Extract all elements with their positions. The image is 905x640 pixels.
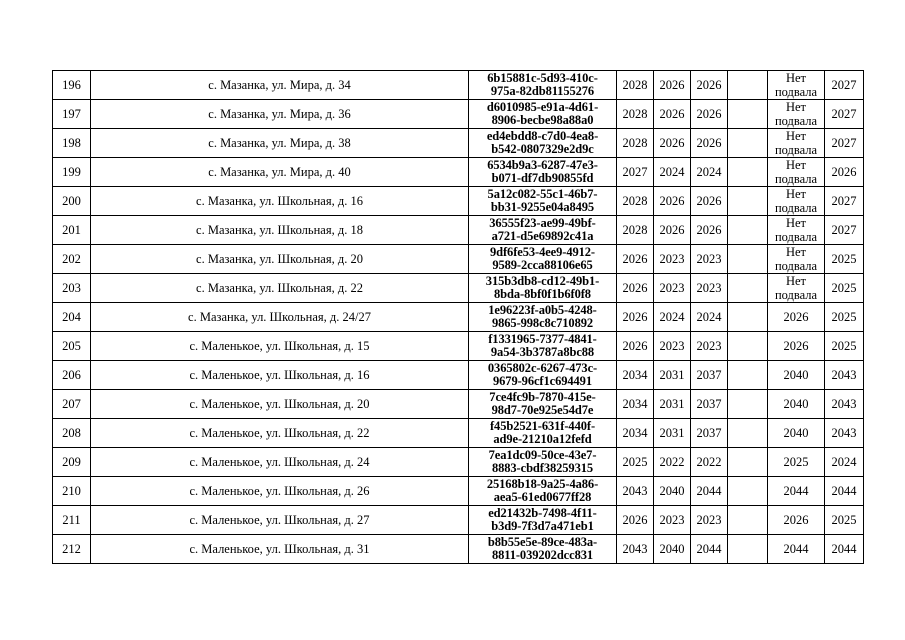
guid-line-1: 1e96223f-a0b5-4248- <box>488 303 597 317</box>
guid-cell <box>469 274 617 303</box>
guid-line-2: bb31-9255e04a8495 <box>490 200 595 214</box>
row-number-cell: 196 <box>53 71 91 100</box>
year-cell-3: 2044 <box>691 535 728 564</box>
year-cell-6: 2044 <box>825 535 864 564</box>
year-cell-3: 2037 <box>691 419 728 448</box>
row-number-cell: 210 <box>53 477 91 506</box>
row-number-cell: 207 <box>53 390 91 419</box>
row-number-cell: 200 <box>53 187 91 216</box>
guid-line-2: a721-d5e69892c41a <box>491 229 594 243</box>
address-cell: с. Мазанка, ул. Школьная, д. 22 <box>91 274 469 303</box>
year-cell-1: 2028 <box>617 216 654 245</box>
basement-year-cell: Нет подвала <box>768 245 825 274</box>
row-number-cell: 201 <box>53 216 91 245</box>
year-cell-6: 2043 <box>825 361 864 390</box>
address-cell: с. Маленькое, ул. Школьная, д. 24 <box>91 448 469 477</box>
basement-year-cell: 2040 <box>768 361 825 390</box>
table-row <box>53 129 864 158</box>
row-number-cell: 211 <box>53 506 91 535</box>
guid-line-2: 8bda-8bf0f1b6f0f8 <box>494 287 591 301</box>
year-cell-4 <box>728 216 768 245</box>
year-cell-2: 2040 <box>654 535 691 564</box>
year-cell-2: 2023 <box>654 245 691 274</box>
basement-year-cell: Нет подвала <box>768 274 825 303</box>
basement-year-cell: 2026 <box>768 506 825 535</box>
guid-line-2: 975a-82db81155276 <box>490 84 595 98</box>
guid-line-1: ed4ebdd8-c7d0-4ea8- <box>486 129 599 143</box>
guid-line-1: 315b3db8-cd12-49b1- <box>485 274 600 288</box>
year-cell-4 <box>728 506 768 535</box>
year-cell-3: 2026 <box>691 216 728 245</box>
year-cell-4 <box>728 187 768 216</box>
guid-line-2: b542-0807329e2d9c <box>491 142 594 156</box>
year-cell-1: 2043 <box>617 477 654 506</box>
year-cell-4 <box>728 71 768 100</box>
year-cell-6: 2025 <box>825 274 864 303</box>
year-cell-4 <box>728 419 768 448</box>
year-cell-1: 2028 <box>617 187 654 216</box>
year-cell-2: 2040 <box>654 477 691 506</box>
year-cell-1: 2043 <box>617 535 654 564</box>
year-cell-2: 2023 <box>654 274 691 303</box>
guid-line-2: 98d7-70e925e54d7e <box>491 403 594 417</box>
year-cell-3: 2023 <box>691 245 728 274</box>
guid-line-2: 9865-998c8c710892 <box>491 316 594 330</box>
address-cell: с. Мазанка, ул. Школьная, д. 16 <box>91 187 469 216</box>
address-cell: с. Мазанка, ул. Мира, д. 38 <box>91 129 469 158</box>
guid-line-1: 9df6fe53-4ee9-4912- <box>489 245 595 259</box>
address-cell: с. Маленькое, ул. Школьная, д. 15 <box>91 332 469 361</box>
row-number-cell: 212 <box>53 535 91 564</box>
year-cell-3: 2023 <box>691 332 728 361</box>
year-cell-3: 2037 <box>691 361 728 390</box>
address-cell: с. Маленькое, ул. Школьная, д. 31 <box>91 535 469 564</box>
year-cell-2: 2026 <box>654 71 691 100</box>
year-cell-2: 2023 <box>654 332 691 361</box>
table-row <box>53 448 864 477</box>
year-cell-3: 2026 <box>691 100 728 129</box>
basement-year-cell: Нет подвала <box>768 216 825 245</box>
guid-line-1: 0365802c-6267-473c- <box>487 361 598 375</box>
year-cell-6: 2027 <box>825 187 864 216</box>
year-cell-2: 2026 <box>654 129 691 158</box>
table-row <box>53 303 864 332</box>
year-cell-3: 2037 <box>691 390 728 419</box>
year-cell-4 <box>728 477 768 506</box>
guid-line-2: 9679-96cf1c694491 <box>493 374 592 388</box>
year-cell-1: 2027 <box>617 158 654 187</box>
year-cell-4 <box>728 390 768 419</box>
table-body <box>53 71 864 564</box>
year-cell-6: 2026 <box>825 158 864 187</box>
year-cell-6: 2024 <box>825 448 864 477</box>
basement-year-cell: Нет подвала <box>768 158 825 187</box>
year-cell-3: 2024 <box>691 158 728 187</box>
address-cell: с. Маленькое, ул. Школьная, д. 27 <box>91 506 469 535</box>
guid-cell <box>469 245 617 274</box>
guid-line-1: 7ea1dc09-50ce-43e7- <box>488 448 597 462</box>
guid-cell <box>469 332 617 361</box>
address-cell: с. Мазанка, ул. Мира, д. 34 <box>91 71 469 100</box>
year-cell-3: 2023 <box>691 506 728 535</box>
year-cell-4 <box>728 303 768 332</box>
year-cell-4 <box>728 332 768 361</box>
guid-cell <box>469 187 617 216</box>
table-row <box>53 71 864 100</box>
table-row <box>53 419 864 448</box>
guid-cell <box>469 419 617 448</box>
year-cell-1: 2026 <box>617 506 654 535</box>
year-cell-3: 2024 <box>691 303 728 332</box>
address-cell: с. Мазанка, ул. Школьная, д. 24/27 <box>91 303 469 332</box>
year-cell-2: 2026 <box>654 216 691 245</box>
year-cell-2: 2031 <box>654 390 691 419</box>
table-row <box>53 332 864 361</box>
table-row <box>53 477 864 506</box>
table-row <box>53 361 864 390</box>
year-cell-1: 2028 <box>617 71 654 100</box>
table-row <box>53 158 864 187</box>
year-cell-6: 2025 <box>825 506 864 535</box>
year-cell-4 <box>728 361 768 390</box>
guid-line-1: 25168b18-9a25-4a86- <box>486 477 599 491</box>
row-number-cell: 199 <box>53 158 91 187</box>
year-cell-6: 2027 <box>825 71 864 100</box>
guid-cell <box>469 361 617 390</box>
guid-line-1: f45b2521-631f-440f- <box>489 419 596 433</box>
year-cell-2: 2024 <box>654 303 691 332</box>
table-row <box>53 245 864 274</box>
guid-line-1: 36555f23-ae99-49bf- <box>489 216 596 230</box>
row-number-cell: 203 <box>53 274 91 303</box>
year-cell-6: 2025 <box>825 303 864 332</box>
guid-cell <box>469 100 617 129</box>
guid-line-1: 5a12c082-55c1-46b7- <box>487 187 598 201</box>
year-cell-3: 2023 <box>691 274 728 303</box>
guid-cell <box>469 506 617 535</box>
guid-line-2: 9589-2cca88106e65 <box>492 258 593 272</box>
year-cell-4 <box>728 448 768 477</box>
year-cell-6: 2044 <box>825 477 864 506</box>
guid-line-2: 8906-becbe98a88a0 <box>491 113 594 127</box>
year-cell-2: 2031 <box>654 361 691 390</box>
basement-year-cell: 2025 <box>768 448 825 477</box>
guid-line-2: b3d9-7f3d7a471eb1 <box>491 519 594 533</box>
basement-year-cell: 2044 <box>768 477 825 506</box>
guid-cell <box>469 303 617 332</box>
year-cell-4 <box>728 245 768 274</box>
address-cell: с. Маленькое, ул. Школьная, д. 22 <box>91 419 469 448</box>
guid-line-2: b071-df7db90855fd <box>491 171 594 185</box>
guid-line-1: 6534b9a3-6287-47e3- <box>487 158 598 172</box>
guid-line-1: d6010985-e91a-4d61- <box>486 100 599 114</box>
guid-cell <box>469 216 617 245</box>
year-cell-2: 2026 <box>654 187 691 216</box>
row-number-cell: 202 <box>53 245 91 274</box>
basement-year-cell: Нет подвала <box>768 187 825 216</box>
row-number-cell: 209 <box>53 448 91 477</box>
year-cell-6: 2027 <box>825 100 864 129</box>
year-cell-2: 2023 <box>654 506 691 535</box>
year-cell-4 <box>728 158 768 187</box>
row-number-cell: 204 <box>53 303 91 332</box>
year-cell-1: 2034 <box>617 419 654 448</box>
basement-year-cell: 2026 <box>768 303 825 332</box>
guid-cell <box>469 535 617 564</box>
year-cell-6: 2043 <box>825 419 864 448</box>
row-number-cell: 206 <box>53 361 91 390</box>
table-row <box>53 100 864 129</box>
guid-cell <box>469 390 617 419</box>
table-row <box>53 535 864 564</box>
guid-line-2: 8883-cbdf38259315 <box>491 461 594 475</box>
address-cell: с. Мазанка, ул. Мира, д. 36 <box>91 100 469 129</box>
table-row <box>53 216 864 245</box>
basement-year-cell: Нет подвала <box>768 71 825 100</box>
basement-year-cell: 2040 <box>768 419 825 448</box>
housing-registry-table <box>52 70 864 564</box>
guid-line-1: 7ce4fc9b-7870-415e- <box>489 390 596 404</box>
year-cell-4 <box>728 100 768 129</box>
guid-cell <box>469 448 617 477</box>
year-cell-6: 2025 <box>825 245 864 274</box>
guid-line-1: 6b15881c-5d93-410c- <box>487 71 598 85</box>
year-cell-6: 2027 <box>825 216 864 245</box>
basement-year-cell: 2044 <box>768 535 825 564</box>
guid-line-2: 8811-039202dcc831 <box>491 548 594 562</box>
year-cell-2: 2026 <box>654 100 691 129</box>
basement-year-cell: 2040 <box>768 390 825 419</box>
basement-year-cell: Нет подвала <box>768 100 825 129</box>
year-cell-3: 2026 <box>691 129 728 158</box>
year-cell-3: 2044 <box>691 477 728 506</box>
address-cell: с. Маленькое, ул. Школьная, д. 26 <box>91 477 469 506</box>
address-cell: с. Мазанка, ул. Школьная, д. 18 <box>91 216 469 245</box>
year-cell-1: 2028 <box>617 100 654 129</box>
year-cell-1: 2034 <box>617 390 654 419</box>
basement-year-cell: 2026 <box>768 332 825 361</box>
year-cell-6: 2027 <box>825 129 864 158</box>
table-row <box>53 506 864 535</box>
address-cell: с. Мазанка, ул. Мира, д. 40 <box>91 158 469 187</box>
year-cell-2: 2031 <box>654 419 691 448</box>
guid-cell <box>469 158 617 187</box>
row-number-cell: 208 <box>53 419 91 448</box>
year-cell-1: 2034 <box>617 361 654 390</box>
year-cell-3: 2026 <box>691 187 728 216</box>
table-row <box>53 390 864 419</box>
year-cell-4 <box>728 129 768 158</box>
year-cell-1: 2028 <box>617 129 654 158</box>
row-number-cell: 198 <box>53 129 91 158</box>
address-cell: с. Маленькое, ул. Школьная, д. 16 <box>91 361 469 390</box>
year-cell-2: 2022 <box>654 448 691 477</box>
table-row <box>53 274 864 303</box>
year-cell-6: 2043 <box>825 390 864 419</box>
guid-line-2: 9a54-3b3787a8bc88 <box>490 345 595 359</box>
address-cell: с. Маленькое, ул. Школьная, д. 20 <box>91 390 469 419</box>
address-cell: с. Мазанка, ул. Школьная, д. 20 <box>91 245 469 274</box>
table-row <box>53 187 864 216</box>
year-cell-3: 2022 <box>691 448 728 477</box>
year-cell-1: 2026 <box>617 303 654 332</box>
row-number-cell: 205 <box>53 332 91 361</box>
row-number-cell: 197 <box>53 100 91 129</box>
year-cell-2: 2024 <box>654 158 691 187</box>
year-cell-1: 2026 <box>617 274 654 303</box>
guid-line-1: ed21432b-7498-4f11- <box>488 506 597 520</box>
year-cell-6: 2025 <box>825 332 864 361</box>
guid-cell <box>469 71 617 100</box>
guid-line-1: f1331965-7377-4841- <box>488 332 597 346</box>
year-cell-1: 2025 <box>617 448 654 477</box>
year-cell-3: 2026 <box>691 71 728 100</box>
guid-line-2: ad9e-21210a12fefd <box>493 432 592 446</box>
year-cell-4 <box>728 535 768 564</box>
year-cell-1: 2026 <box>617 332 654 361</box>
guid-cell <box>469 129 617 158</box>
guid-line-1: b8b55e5e-89ce-483a- <box>487 535 598 549</box>
basement-year-cell: Нет подвала <box>768 129 825 158</box>
year-cell-4 <box>728 274 768 303</box>
guid-line-2: aea5-61ed0677ff28 <box>493 490 592 504</box>
year-cell-1: 2026 <box>617 245 654 274</box>
guid-cell <box>469 477 617 506</box>
